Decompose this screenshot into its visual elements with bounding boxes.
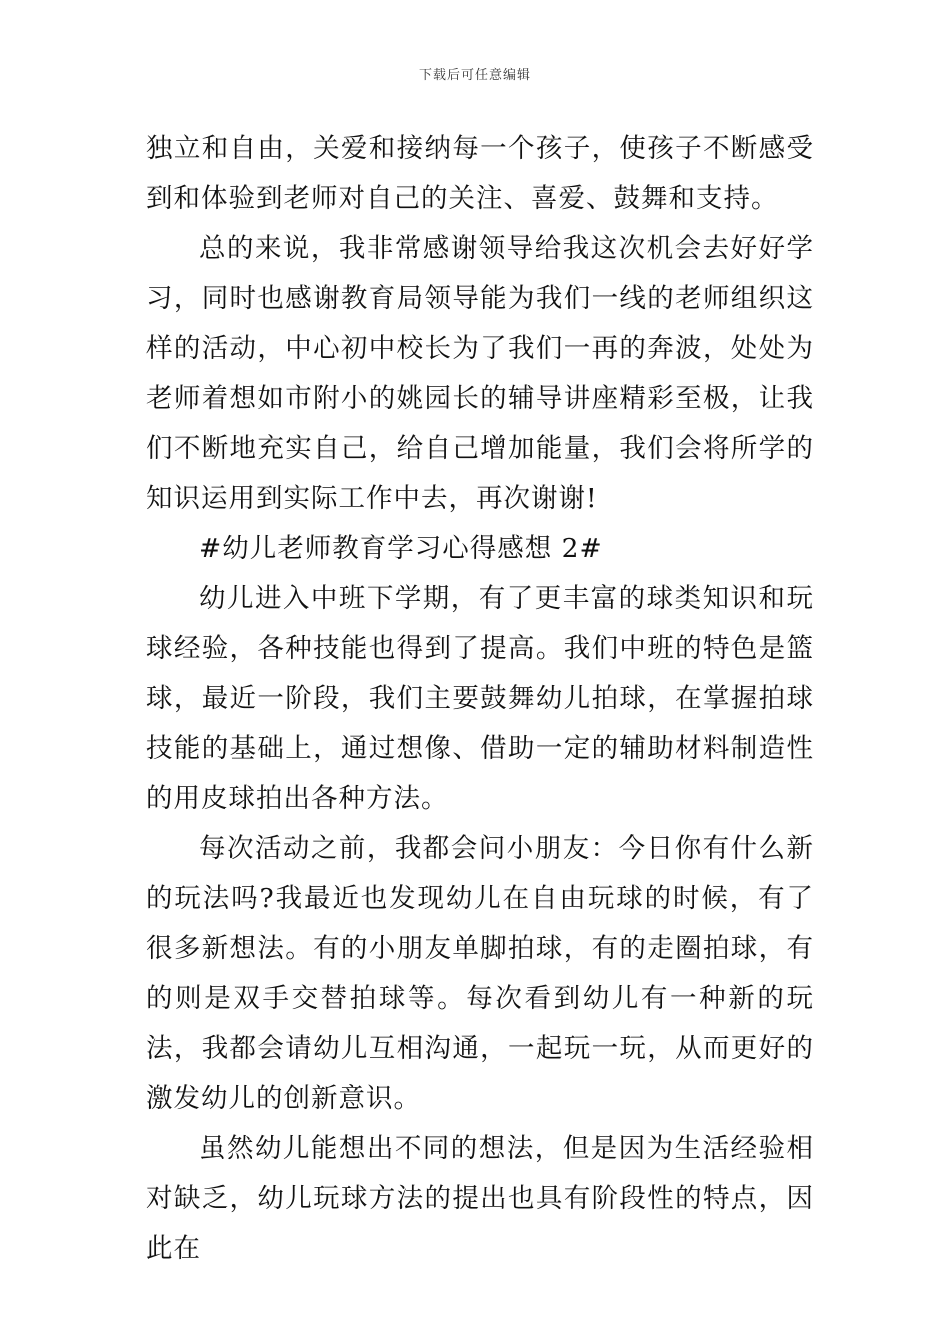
paragraph-activities: 每次活动之前，我都会问小朋友：今日你有什么新的玩法吗?我最近也发现幼儿在自由玩球的时候，有了很多新想法。有的小朋友单脚拍球，有的走圈拍球，有的则是双手交替拍球等。每次看到幼儿有一种新的玩法，我都会请幼儿互相沟通，一起玩一玩，从而更好的激发幼儿的创新意识。 — [146, 833, 814, 1114]
page-header: 下载后可任意编辑 — [418, 68, 531, 83]
paragraph-experience: 虽然幼儿能想出不同的想法，但是因为生活经验相对缺乏，幼儿玩球方法的提出也具有阶段性的特点，因此在 — [146, 1133, 814, 1264]
paragraph-continuation: 独立和自由，关爱和接纳每一个孩子，使孩子不断感受到和体验到老师对自己的关注、喜爱、鼓舞和支持。 — [146, 133, 814, 214]
paragraph-thanks: 总的来说，我非常感谢领导给我这次机会去好好学习，同时也感谢教育局领导能为我们一线的老师组织这样的活动，中心初中校长为了我们一再的奔波，处处为老师着想如市附小的姚园长的辅导讲座精彩至极，让我们不断地充实自己，给自己增加能量，我们会将所学的知识运用到实际工作中去，再次谢谢! — [146, 233, 814, 514]
section-heading: #幼儿老师教育学习心得感想 2# — [199, 533, 603, 564]
document-body — [146, 124, 814, 1274]
paragraph-intro: 幼儿进入中班下学期，有了更丰富的球类知识和玩球经验，各种技能也得到了提高。我们中班的特色是篮球，最近一阶段，我们主要鼓舞幼儿拍球，在掌握拍球技能的基础上，通过想像、借助一定的辅助材料制造性的用皮球拍出各种方法。 — [146, 583, 814, 814]
